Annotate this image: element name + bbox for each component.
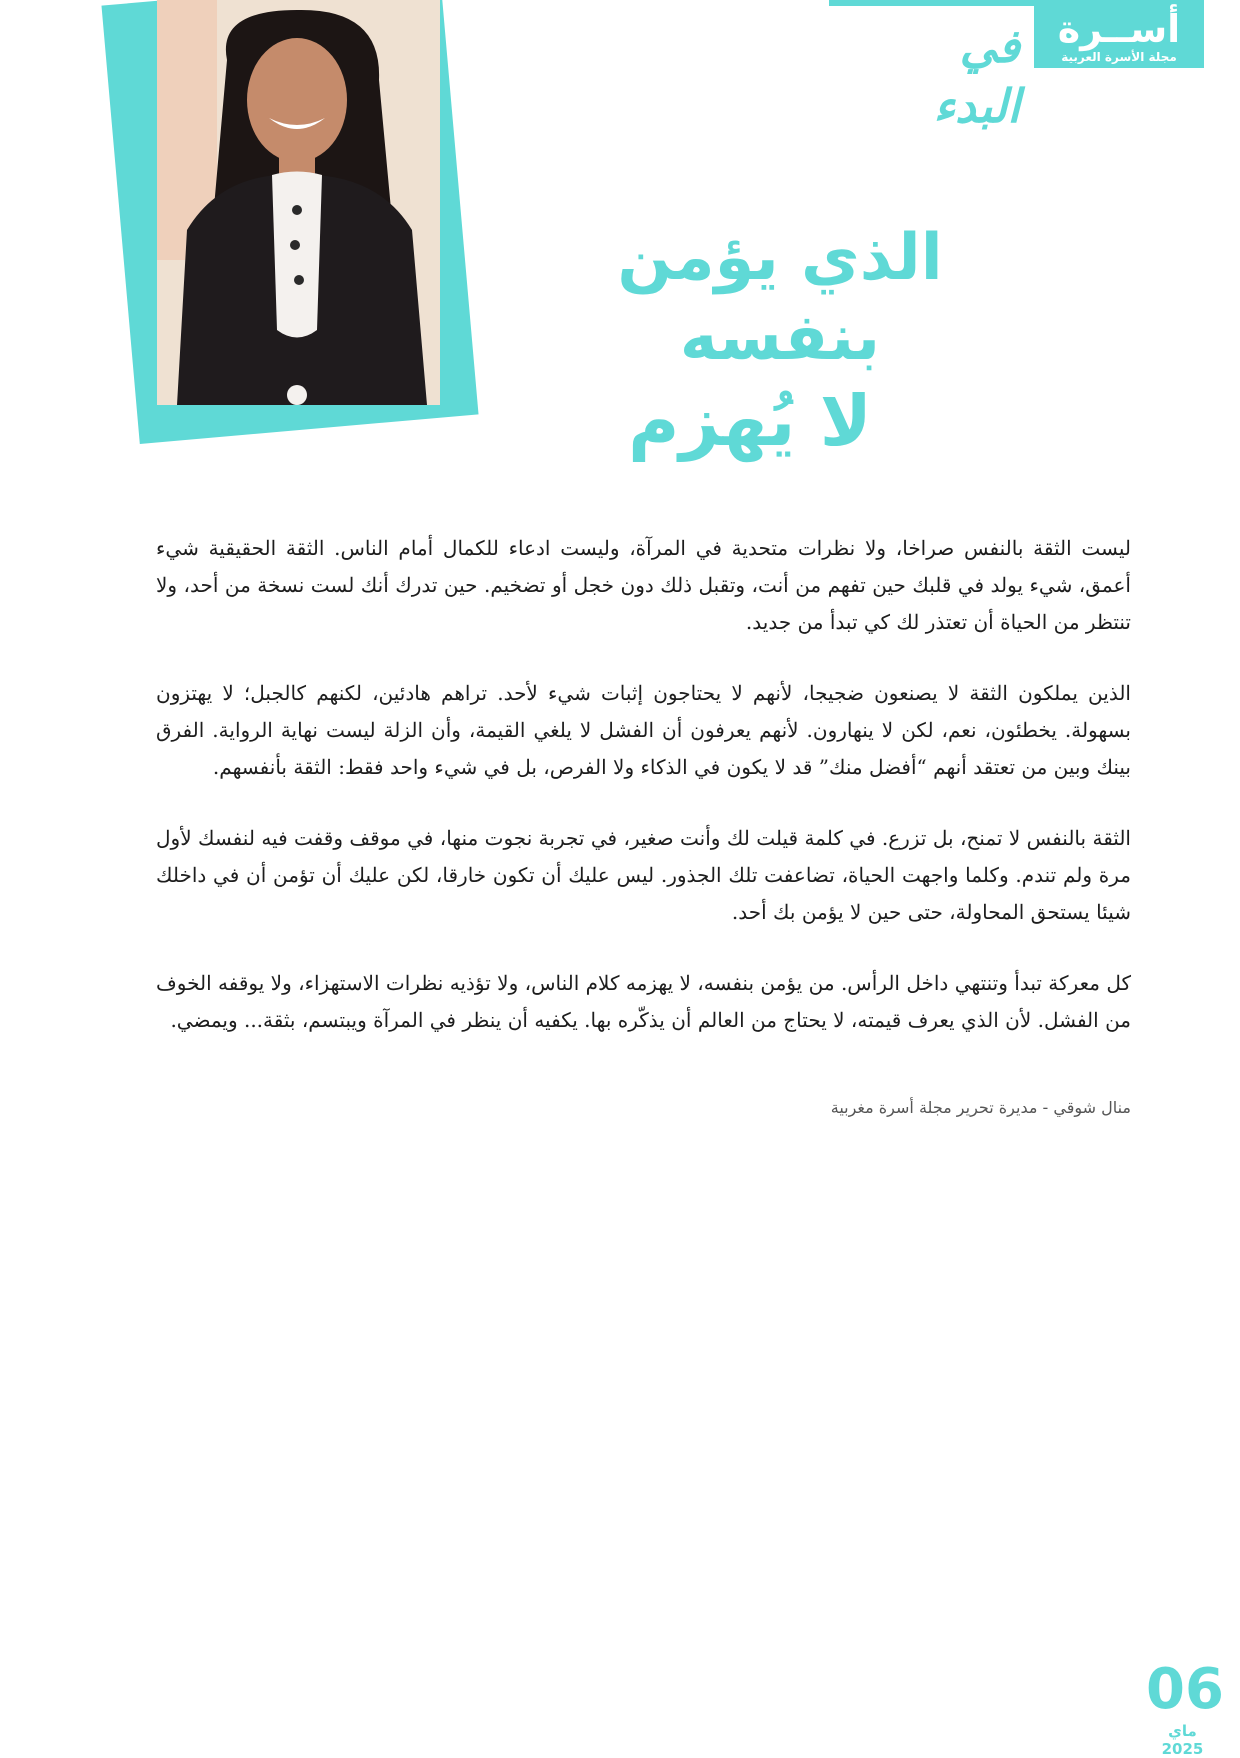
section-title: في البدء (933, 19, 1020, 133)
issue-date: ماي 2025 (1161, 1722, 1204, 1758)
headline-line-2: لا يُهزم (628, 380, 872, 462)
article-paragraph: ليست الثقة بالنفس صراخا، ولا نظرات متحدية في المرآة، وليست ادعاء للكمال أمام الناس. الثقة الحقيقية شيء أعمق، شيء يولد في قلبك حين تفهم من أنت، وتقبل ذلك دون خجل أو تضخيم. حين تدرك أنك لست نسخة من أحد، ولا تنتظر من الحياة أن تعتذر لك كي تبدأ من جديد. (156, 536, 1131, 634)
logo-tagline: مجلة الأسرة العربية (1061, 50, 1177, 64)
article-paragraph: الثقة بالنفس لا تمنح، بل تزرع. في كلمة قيلت لك وأنت صغير، في تجربة نجوت منها، في موقف وقفت فيه لنفسك لأول مرة ولم تندم. وكلما واجهت الحياة، تضاعفت تلك الجذور. ليس عليك أن تكون خارقا، لكن عليك أن تؤمن أن في داخلك شيئا يستحق المحاولة، حتى حين لا يؤمن بك أحد. (156, 826, 1131, 924)
author-photo (157, 0, 440, 405)
author-portrait-illustration (157, 0, 440, 405)
headline-line-1: الذي يؤمن بنفسه (617, 221, 943, 375)
page-number: 06 (1146, 1657, 1224, 1722)
article-body (156, 530, 1131, 1073)
headline (520, 218, 1040, 464)
article-paragraph: كل معركة تبدأ وتنتهي داخل الرأس. من يؤمن بنفسه، لا يهزمه كلام الناس، ولا تؤذيه نظرات الاستهزاء، ولا يوقفه الخوف من الفشل. لأن الذي يعرف قيمته، لا يحتاج من العالم أن يذكّره بها. يكفيه أن ينظر في المرآة ويبتسم، بثقة... ويمضي. (156, 971, 1131, 1032)
logo-wordmark: أســرة (1057, 7, 1181, 51)
article-paragraph: الذين يملكون الثقة لا يصنعون ضجيجا، لأنهم لا يحتاجون إثبات شيء لأحد. تراهم هادئين، لكنهم كالجبل؛ لا يهتزون بسهولة. يخطئون، نعم، لكن لا ينهارون. لأنهم يعرفون أن الفشل لا يلغي القيمة، وأن الزلة ليست نهاية الرواية. الفرق بينك وبين من تعتقد أنهم “أفضل منك” قد لا يكون في الذكاء ولا الفرص، بل في شيء واحد فقط: الثقة بأنفسهم. (156, 681, 1131, 779)
magazine-logo (1034, 6, 1204, 68)
author-signature: منال شوقي - مديرة تحرير مجلة أسرة مغربية (830, 1098, 1131, 1117)
